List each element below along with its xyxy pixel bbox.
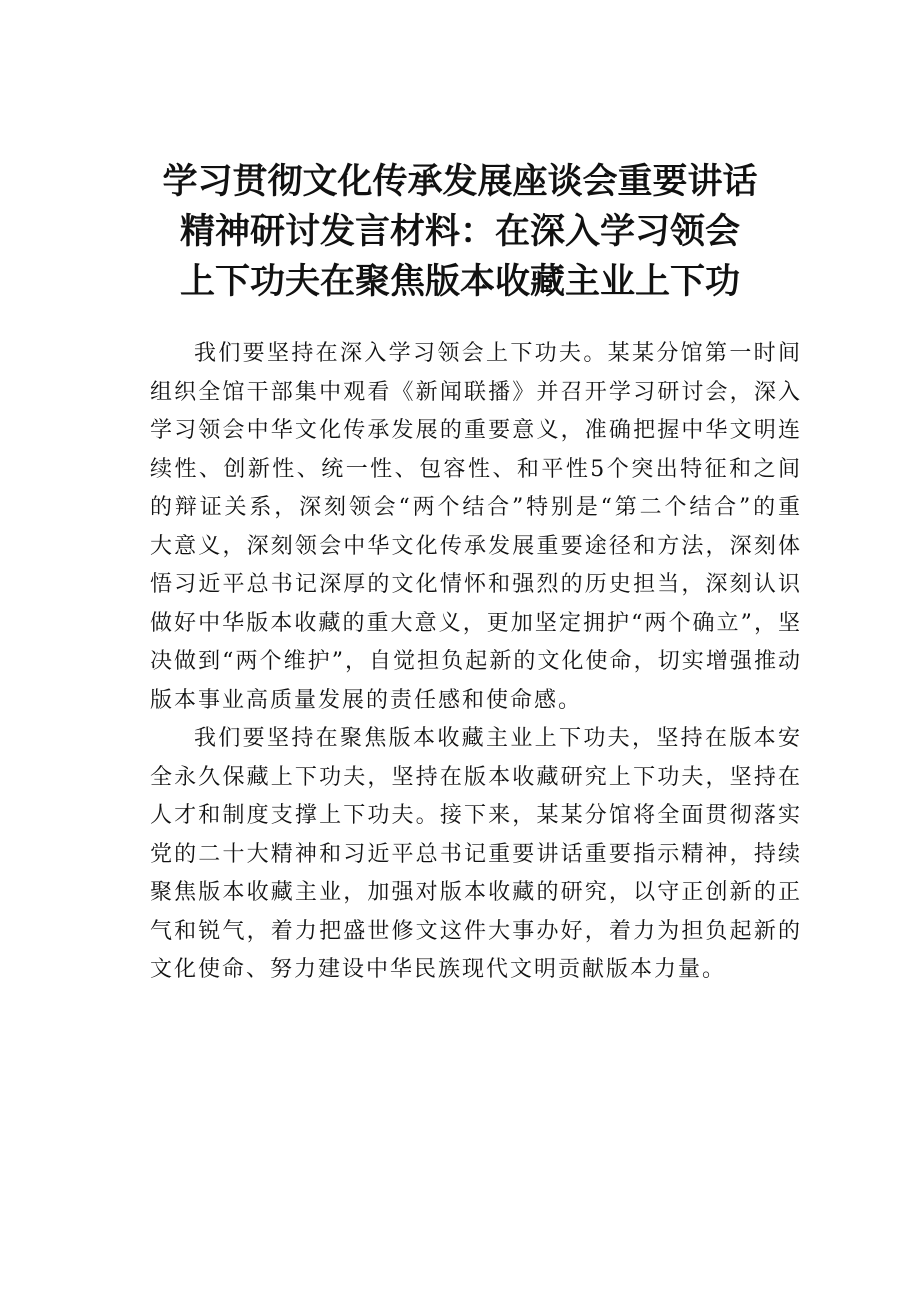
paragraph-1: 我们要坚持在深入学习领会上下功夫。某某分馆第一时间组织全馆干部集中观看《新闻联播》并召开学习研讨会，深入学习领会中华文化传承发展的重要意义，准确把握中华文明连续性、创新性、统一性、包容性、和平性5个突出特征和之间的辩证关系，深刻领会“两个结合”特别是“第二个结合”的重大意义，深刻领会中华文化传承发展重要途径和方法，深刻体悟习近平总书记深厚的文化情怀和强烈的历史担当，深刻认识做好中华版本收藏的重大意义，更加坚定拥护“两个确立”，坚决做到“两个维护”，自觉担负起新的文化使命，切实增强推动版本事业高质量发展的责任感和使命感。 (150, 341, 802, 713)
title-line-3: 上下功夫在聚焦版本收藏主业上下功 (179, 261, 740, 302)
document-title (140, 157, 780, 307)
document-body (150, 335, 802, 990)
paragraph-2: 我们要坚持在聚焦版本收藏主业上下功夫，坚持在版本安全永久保藏上下功夫，坚持在版本收藏研究上下功夫，坚持在人才和制度支撑上下功夫。接下来，某某分馆将全面贯彻落实党的二十大精神和习近平总书记重要讲话重要指示精神，持续聚焦版本收藏主业，加强对版本收藏的研究，以守正创新的正气和锐气，着力把盛世修文这件大事办好，着力为担负起新的文化使命、努力建设中华民族现代文明贡献版本力量。 (150, 726, 802, 982)
title-line-1: 学习贯彻文化传承发展座谈会重要讲话 (162, 161, 758, 202)
title-line-2: 精神研讨发言材料：在深入学习领会 (179, 211, 740, 252)
